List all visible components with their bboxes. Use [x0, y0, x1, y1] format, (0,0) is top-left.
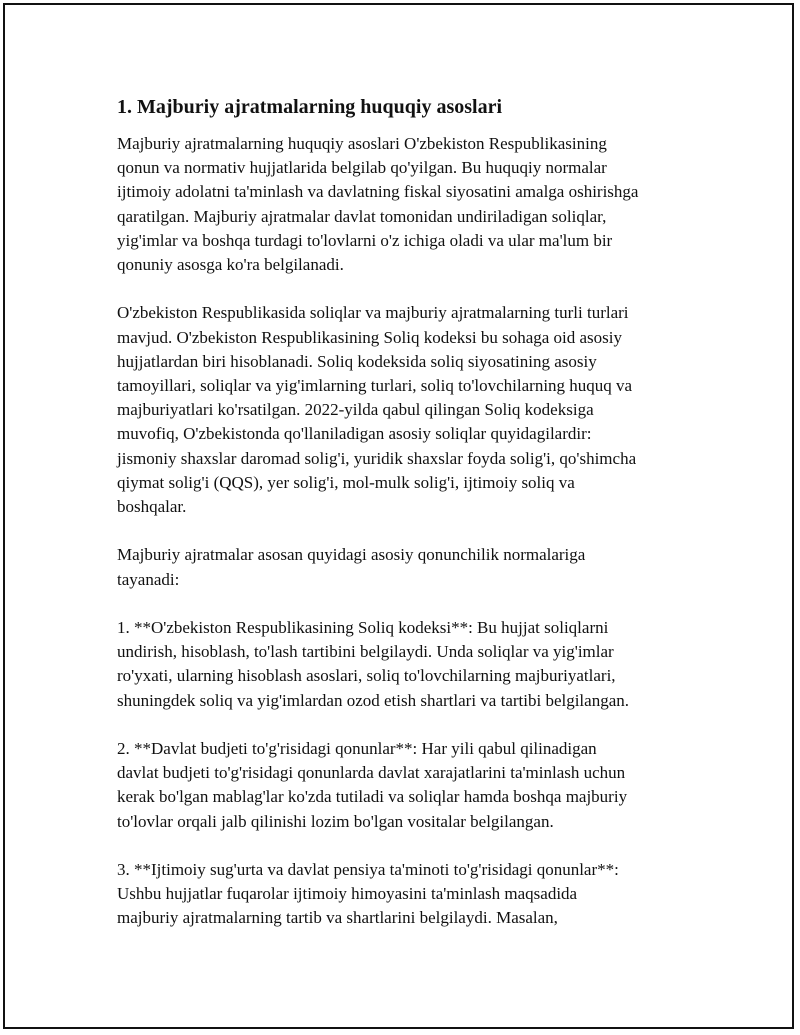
text-line: qaratilgan. Majburiy ajratmalar davlat tomonidan undiriladigan soliqlar,	[117, 206, 607, 226]
text-line: qonun va normativ hujjatlarida belgilab qo'yilgan. Bu huquqiy normalar	[117, 158, 607, 178]
text-line: qiymat solig'i (QQS), yer solig'i, mol-mulk solig'i, ijtimoiy soliq va	[117, 472, 575, 492]
text-line: majburiyatlari ko'rsatilgan. 2022-yilda qabul qilingan Soliq kodeksiga	[117, 400, 594, 420]
text-line: tamoyillari, soliqlar va yig'imlarning turlari, soliq to'lovchilarning huquq va	[117, 376, 633, 396]
text-line: O'zbekiston Respublikasida soliqlar va majburiy ajratmalarning turli turlari	[117, 303, 629, 323]
text-line: Ushbu hujjatlar fuqarolar ijtimoiy himoyasini ta'minlash maqsadida	[117, 884, 578, 904]
text-line: 2. **Davlat budjeti to'g'risidagi qonunlar**: Har yili qabul qilinadigan	[117, 739, 597, 759]
paragraph	[117, 301, 697, 519]
text-line: shuningdek soliq va yig'imlardan ozod etish shartlari va tartibi belgilangan.	[117, 690, 630, 710]
text-line: ro'yxati, ularning hisoblash asoslari, soliq to'lovchilarning majburiyatlari,	[117, 666, 616, 686]
text-line: davlat budjeti to'g'risidagi qonunlarda davlat xarajatlarini ta'minlash uchun	[117, 763, 626, 783]
text-line: mavjud. O'zbekiston Respublikasining Soliq kodeksi bu sohaga oid asosiy	[117, 327, 623, 347]
text-line: Majburiy ajratmalarning huquqiy asoslari O'zbekiston Respublikasining	[117, 134, 607, 153]
text-line: undirish, hisoblash, to'lash tartibini belgilaydi. Unda soliqlar va yig'imlar	[117, 642, 614, 662]
text-line: qonuniy asosga ko'ra belgilanadi.	[117, 255, 344, 275]
paragraph	[117, 858, 697, 931]
document-body	[117, 93, 697, 955]
text-line: majburiy ajratmalarning tartib va shartlarini belgilaydi. Masalan,	[117, 908, 558, 928]
text-line: hujjatlardan biri hisoblanadi. Soliq kodeksida soliq siyosatining asosiy	[117, 351, 597, 371]
section-heading: 1. Majburiy ajratmalarning huquqiy asoslari	[117, 96, 503, 118]
text-line: 3. **Ijtimoiy sug'urta va davlat pensiya ta'minoti to'g'risidagi qonunlar**:	[117, 860, 619, 880]
paragraph	[117, 737, 697, 834]
text-line: kerak bo'lgan mablag'lar ko'zda tutiladi va soliqlar hamda boshqa majburiy	[117, 787, 628, 807]
text-line: tayanadi:	[117, 569, 180, 589]
text-line: Majburiy ajratmalar asosan quyidagi asosiy qonunchilik normalariga	[117, 545, 586, 565]
paragraph-container	[117, 132, 697, 931]
text-line: yig'imlar va boshqa turdagi to'lovlarni o'z ichiga oladi va ular ma'lum bir	[117, 230, 613, 250]
paragraph	[117, 132, 697, 277]
text-line: muvofiq, O'zbekistonda qo'llaniladigan asosiy soliqlar quyidagilardir:	[117, 424, 592, 444]
text-line: ijtimoiy adolatni ta'minlash va davlatning fiskal siyosatini amalga oshirishga	[117, 182, 639, 202]
paragraph	[117, 616, 697, 713]
text-line: 1. **O'zbekiston Respublikasining Soliq kodeksi**: Bu hujjat soliqlarni	[117, 618, 609, 638]
paragraph	[117, 543, 697, 591]
text-line: jismoniy shaxslar daromad solig'i, yuridik shaxslar foyda solig'i, qo'shimcha	[117, 448, 637, 468]
text-line: to'lovlar orqali jalb qilinishi lozim bo'lgan vositalar belgilangan.	[117, 811, 554, 831]
text-line: boshqalar.	[117, 497, 187, 517]
